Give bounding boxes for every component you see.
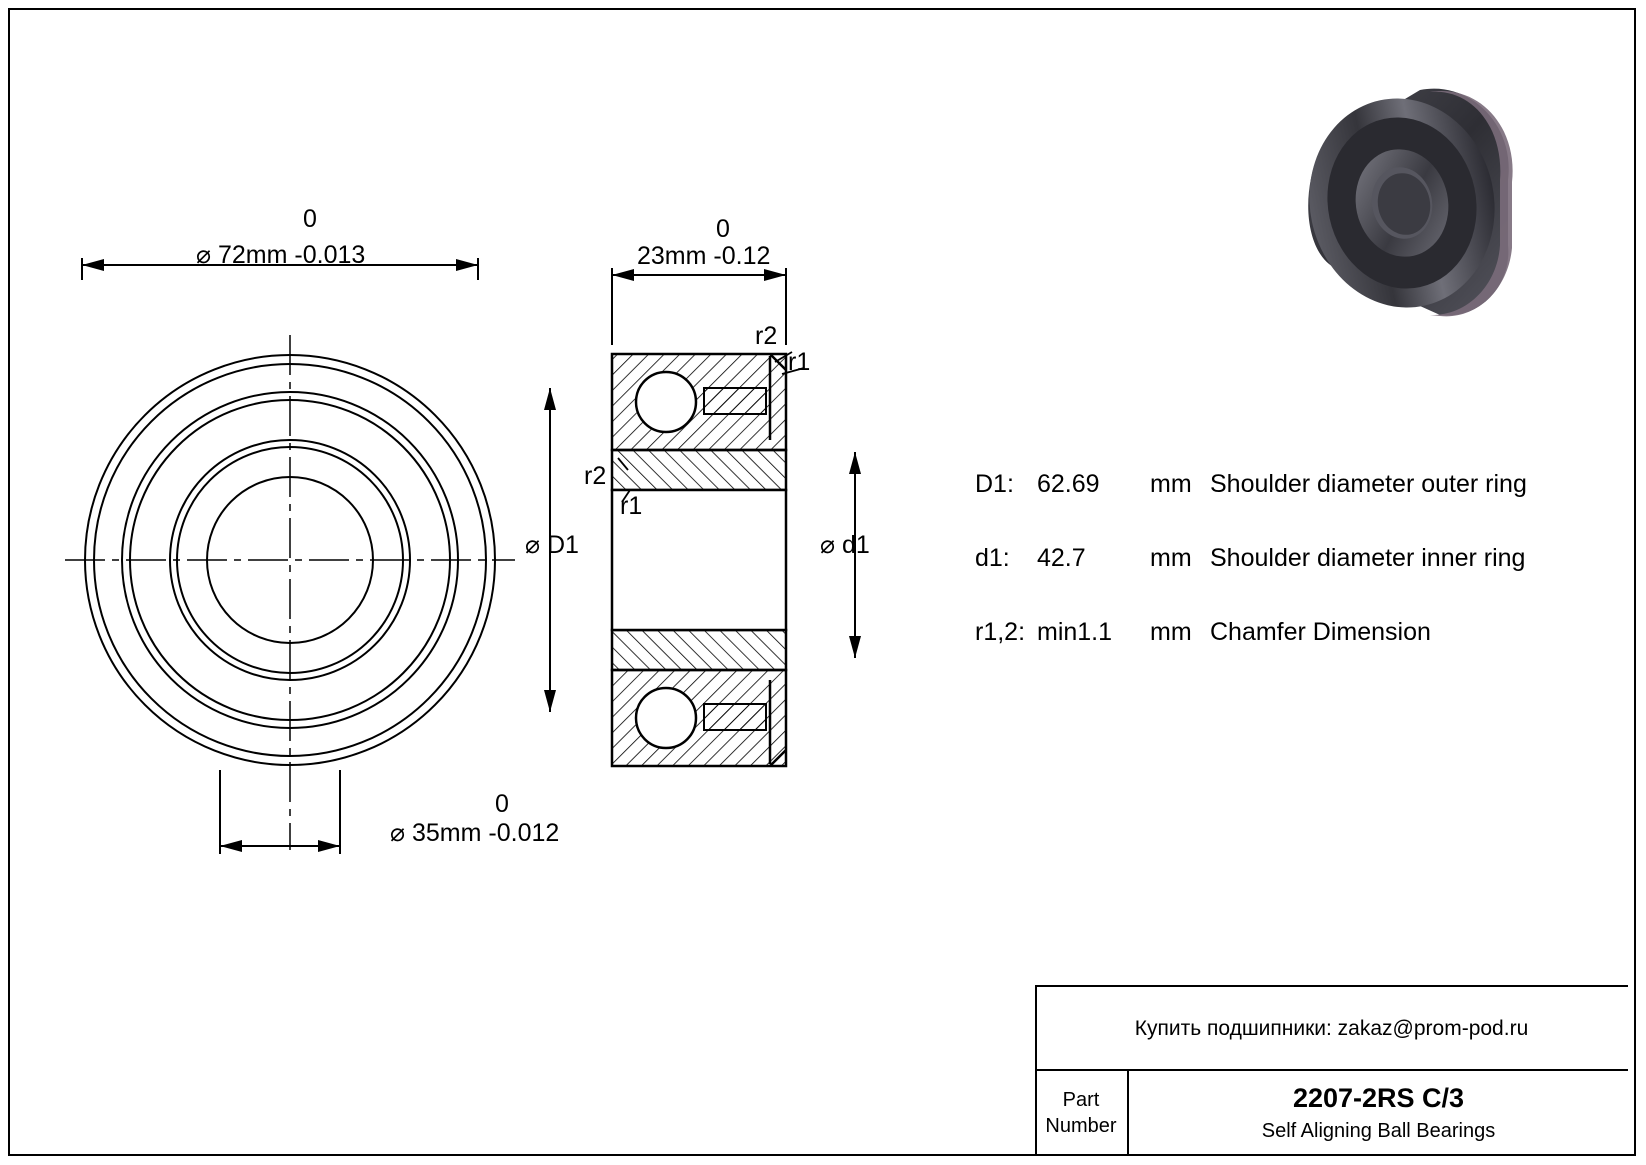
title-block [1035,985,1628,1156]
spec-list [975,470,1575,658]
r2-top-label: r2 [755,322,778,350]
spec-desc-0: Shoulder diameter outer ring [1210,470,1527,498]
spec-unit-1: mm [1150,544,1192,572]
spec-unit-2: mm [1150,618,1192,646]
spec-desc-1: Shoulder diameter inner ring [1210,544,1526,572]
spec-symbol-2: r1,2: [975,618,1026,646]
spec-symbol-1: d1: [975,544,1010,572]
tb-top-border [1035,985,1628,987]
width-dim-tolerance: 0 [716,215,730,243]
spec-desc-2: Chamfer Dimension [1210,618,1431,646]
r1-top-label: r1 [788,348,811,376]
inner-dim-text: ⌀ 35mm -0.012 [390,819,560,847]
spec-value-1: 42.7 [1037,544,1086,572]
bearing-3d-image [1280,70,1530,330]
contact-text: Купить подшипники: zakaz@prom-pod.ru [1134,1017,1529,1040]
outer-dim-text: ⌀ 72mm -0.013 [196,241,366,269]
spec-value-0: 62.69 [1037,470,1100,498]
spec-row-1 [975,544,1575,584]
inner-diameter-dimension [205,760,425,870]
spec-unit-0: mm [1150,470,1192,498]
part-description: Self Aligning Ball Bearings [1261,1120,1496,1142]
spec-symbol-0: D1: [975,470,1014,498]
r2-left-label: r2 [584,462,607,490]
d1-label: ⌀ d1 [820,531,870,559]
D1-label: ⌀ D1 [525,531,579,559]
part-number: 2207-2RS C/3 [1292,1083,1465,1113]
r1-left-label: r1 [620,492,643,520]
spec-row-2 [975,618,1575,658]
width-dim-text: 23mm -0.12 [637,242,771,270]
inner-dim-tolerance: 0 [495,790,509,818]
part-label-line2: Number [1045,1115,1117,1137]
outer-dim-tolerance: 0 [303,205,317,233]
spec-value-2: min1.1 [1037,618,1113,646]
tb-mid-border [1035,1069,1628,1071]
part-label-line1: Part [1062,1089,1100,1111]
spec-row-0 [975,470,1575,510]
